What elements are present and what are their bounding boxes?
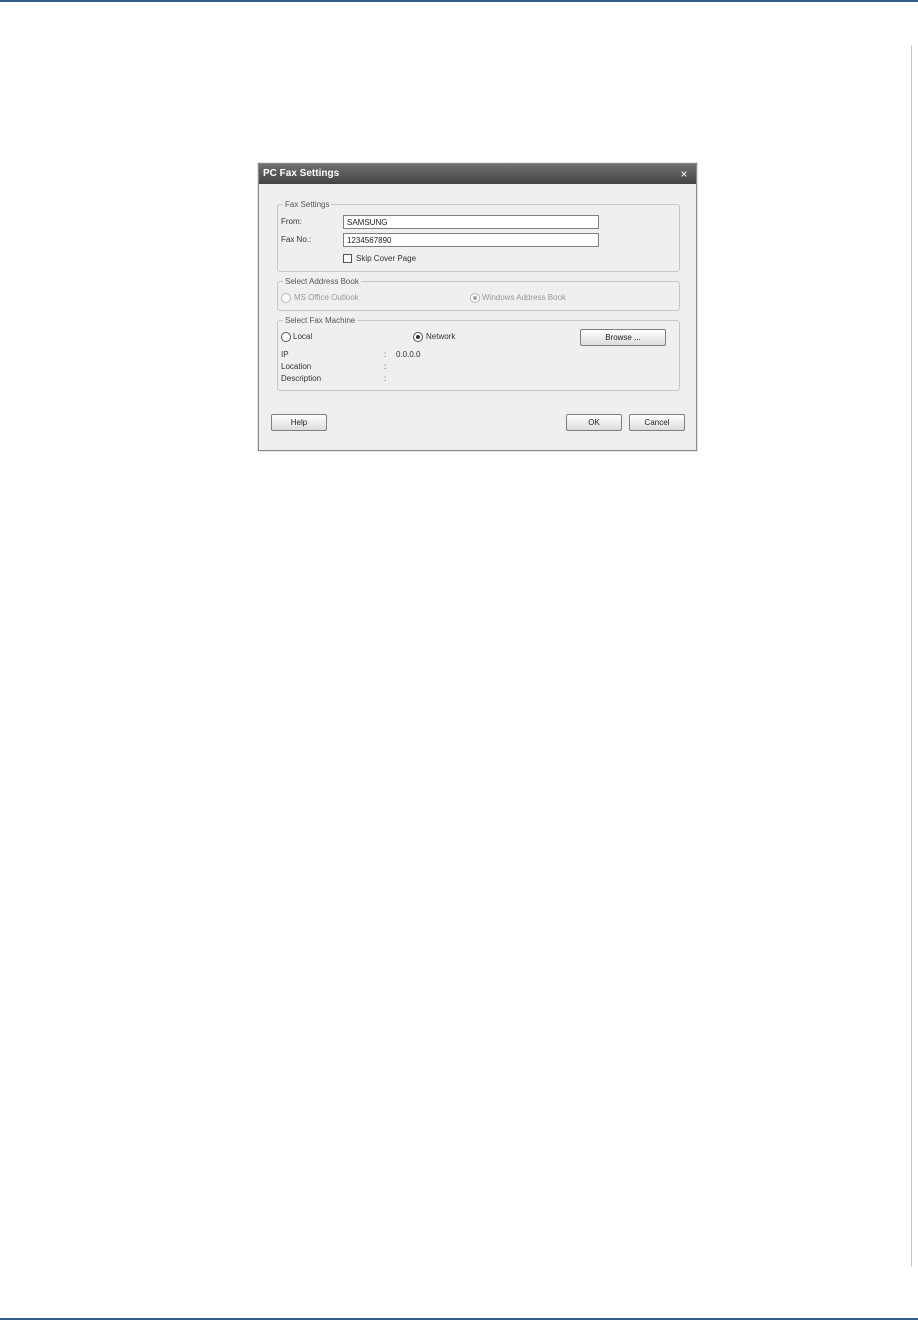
location-separator: : xyxy=(384,362,387,371)
description-separator: : xyxy=(384,374,387,383)
outlook-radio[interactable] xyxy=(281,293,291,303)
local-radio[interactable] xyxy=(281,332,291,342)
ip-label: IP xyxy=(281,350,289,359)
fax-machine-group xyxy=(277,316,680,391)
pc-fax-settings-dialog xyxy=(258,163,697,451)
network-label[interactable]: Network xyxy=(426,332,456,341)
outlook-label: MS Office Outlook xyxy=(294,293,359,302)
help-button[interactable]: Help xyxy=(271,414,327,431)
skip-cover-page-label[interactable]: Skip Cover Page xyxy=(356,254,417,263)
windows-address-book-label: Windows Address Book xyxy=(482,293,567,302)
page-bottom-rule xyxy=(0,1318,918,1320)
fax-settings-group xyxy=(277,200,680,272)
description-label: Description xyxy=(281,374,322,383)
ip-value: 0.0.0.0 xyxy=(396,350,421,359)
page-side-rule xyxy=(911,45,912,1267)
skip-cover-page-checkbox[interactable] xyxy=(343,254,352,263)
cancel-button[interactable]: Cancel xyxy=(629,414,685,431)
ip-separator: : xyxy=(384,350,387,359)
browse-button[interactable]: Browse ... xyxy=(580,329,666,346)
dialog-titlebar[interactable] xyxy=(259,164,696,184)
fax-machine-legend: Select Fax Machine xyxy=(285,316,356,325)
windows-address-book-radio[interactable] xyxy=(470,293,480,303)
fax-no-input[interactable] xyxy=(343,233,599,247)
network-radio[interactable] xyxy=(413,332,423,342)
dialog-title: PC Fax Settings xyxy=(263,168,340,179)
from-input[interactable] xyxy=(343,215,599,229)
close-icon[interactable]: × xyxy=(680,167,688,181)
location-label: Location xyxy=(281,362,312,371)
page-top-rule xyxy=(0,0,918,2)
fax-settings-legend: Fax Settings xyxy=(285,200,330,209)
address-book-group xyxy=(277,277,680,311)
from-label: From: xyxy=(281,217,302,226)
fax-no-label: Fax No.: xyxy=(281,235,312,244)
ok-button[interactable]: OK xyxy=(566,414,622,431)
address-book-legend: Select Address Book xyxy=(285,277,359,286)
local-label[interactable]: Local xyxy=(293,332,313,341)
